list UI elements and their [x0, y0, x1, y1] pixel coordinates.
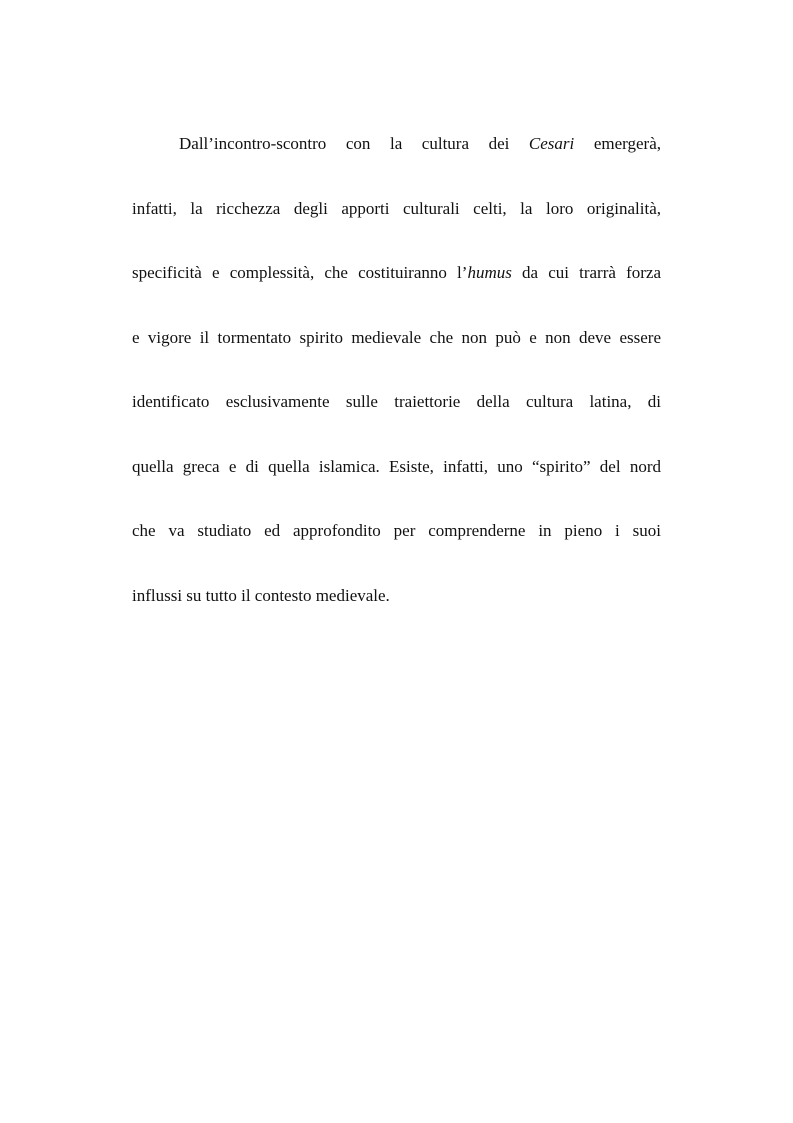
paragraph-line: infatti, la ricchezza degli apporti culturali celti, la loro originalità, — [132, 198, 661, 218]
paragraph-line: e vigore il tormentato spirito medievale che non può e non deve essere — [132, 327, 661, 347]
paragraph-line — [132, 125, 661, 190]
line-text: emergerà, — [574, 134, 662, 153]
line-text: Dall’incontro-scontro con la cultura dei — [179, 134, 529, 153]
paragraph-line: che va studiato ed approfondito per comprenderne in pieno i suoi — [132, 521, 661, 540]
paragraph-line: quella greca e di quella islamica. Esiste, infatti, uno “spirito” del nord — [132, 456, 661, 476]
italic-term-cesari: Cesari — [528, 134, 575, 153]
body-paragraph — [132, 125, 661, 641]
paragraph-line: influssi su tutto il contesto medievale. — [132, 585, 390, 605]
line-text: specificità e complessità, che costituiranno l’ — [132, 263, 468, 282]
paragraph-line: identificato esclusivamente sulle traiettorie della cultura latina, di — [132, 392, 661, 411]
paragraph-line — [132, 254, 661, 319]
italic-term-humus: humus — [467, 263, 512, 282]
line-text: da cui trarrà forza — [511, 263, 661, 282]
